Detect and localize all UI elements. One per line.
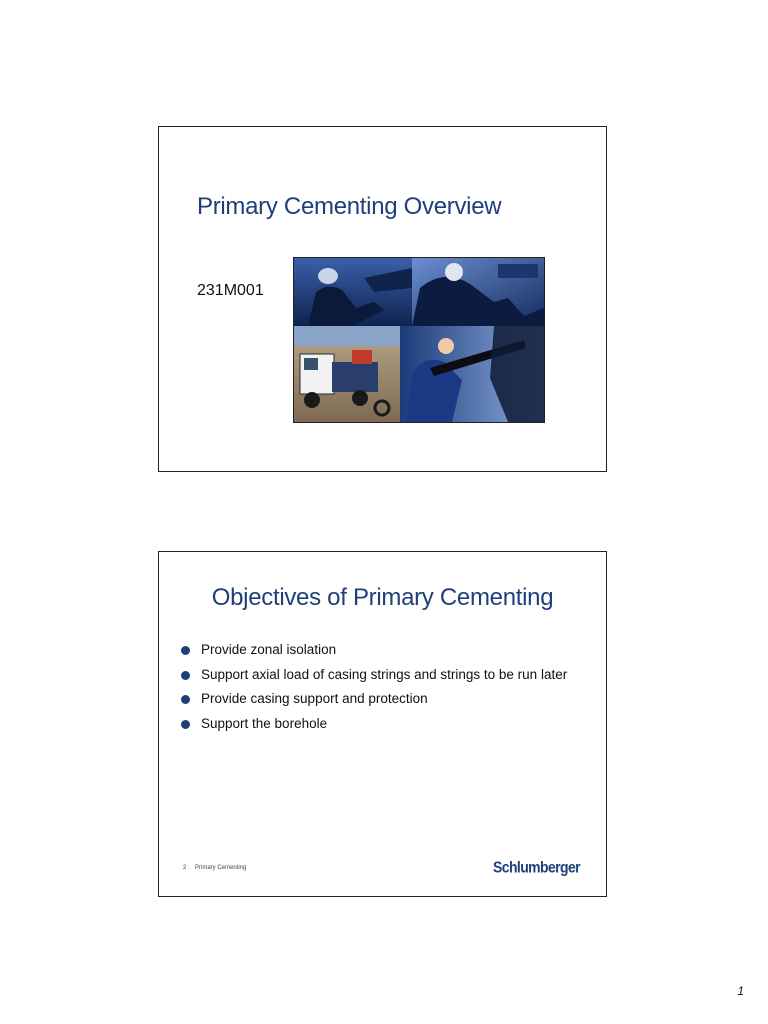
slide-number: 2 <box>183 865 187 871</box>
slide-title: Objectives of Primary Cementing <box>211 584 554 611</box>
list-item-text: Provide casing support and protection <box>201 691 428 706</box>
slide-overview <box>158 126 607 472</box>
slide-objectives <box>158 551 607 897</box>
bullet-dot-icon <box>181 695 190 704</box>
list-item <box>181 714 567 739</box>
list-item <box>181 640 567 665</box>
footer-label: Primary Cementing <box>195 865 247 871</box>
objectives-list <box>181 640 567 738</box>
slide-title: Primary Cementing Overview <box>197 193 502 220</box>
course-code: 231M001 <box>197 282 264 299</box>
bullet-dot-icon <box>181 646 190 655</box>
list-item-text: Provide zonal isolation <box>201 642 337 657</box>
bullet-dot-icon <box>181 671 190 680</box>
list-item-text: Support the borehole <box>201 715 328 731</box>
list-item <box>181 689 567 714</box>
photo-collage <box>293 257 545 423</box>
schlumberger-logo: Schlumberger <box>493 857 580 877</box>
bullet-dot-icon <box>181 720 190 729</box>
list-item <box>181 665 567 690</box>
list-item-text: Support axial load of casing strings and strings to be run later <box>201 666 568 682</box>
page-number: 1 <box>737 984 744 998</box>
